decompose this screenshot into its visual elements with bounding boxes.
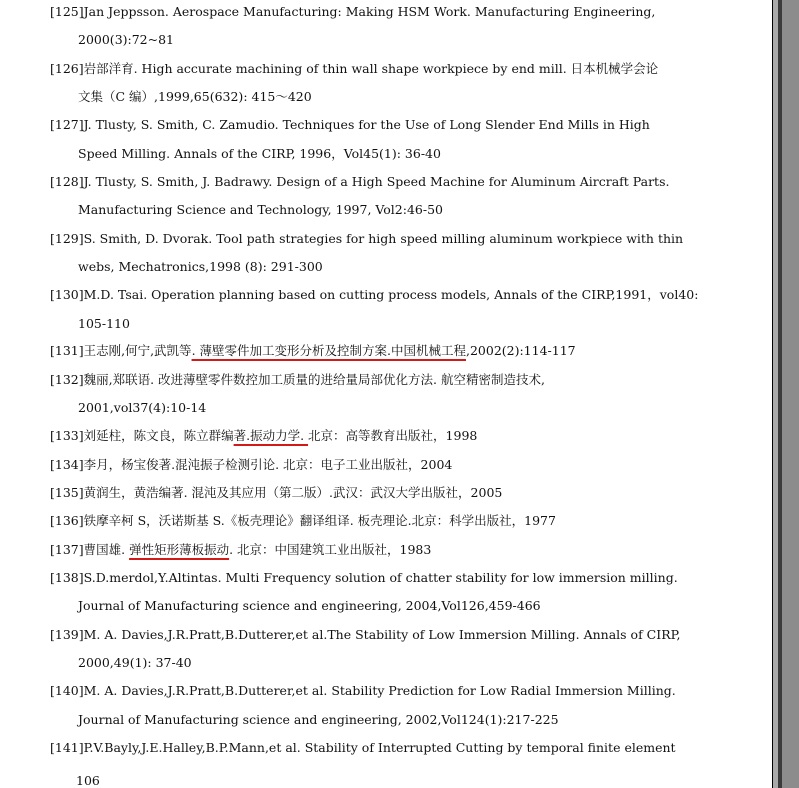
ref-127-line-1: [127]J. Tlusty, S. Smith, C. Zamudio. Techniques for the Use of Long Slender End Mills in High xyxy=(50,117,650,132)
ref-140-line-2: Journal of Manufacturing science and engineering, 2002,Vol124(1):217-225 xyxy=(78,712,559,727)
ref-140-line-1: [140]M. A. Davies,J.R.Pratt,B.Dutterer,et al. Stability Prediction for Low Radial Immersion Milling. xyxy=(50,683,676,698)
ref-138-line-2: Journal of Manufacturing science and engineering, 2004,Vol126,459-466 xyxy=(78,598,541,613)
ref-135: [135]黄润生，黄浩编著. 混沌及其应用（第二版）.武汉：武汉大学出版社，2005 xyxy=(50,485,503,500)
ref-132-line-2: 2001,vol37(4):10-14 xyxy=(78,400,207,415)
ref-125-line-1: [125]Jan Jeppsson. Aerospace Manufacturing: Making HSM Work. Manufacturing Engineering, xyxy=(50,4,656,19)
ref-128-line-2: Manufacturing Science and Technology, 1997, Vol2:46-50 xyxy=(78,202,443,217)
ref-130-line-2: 105-110 xyxy=(78,316,130,331)
ref-138-line-1: [138]S.D.merdol,Y.Altintas. Multi Frequency solution of chatter stability for low immersion milling. xyxy=(50,570,678,585)
ref-126-line-2: 文集（C 编）,1999,65(632): 415～420 xyxy=(78,89,312,104)
ref-130-line-1: [130]M.D. Tsai. Operation planning based on cutting process models, Annals of the CIRP,1991，vol40: xyxy=(50,287,699,302)
ref-136: [136]铁摩辛柯 S，沃诺斯基 S.《板壳理论》翻译组译. 板壳理论.北京：科学出版社，1977 xyxy=(50,513,556,528)
page-number: 106 xyxy=(76,773,100,788)
ref-137 xyxy=(0,541,772,559)
ref-129-line-2: webs, Mechatronics,1998 (8): 291-300 xyxy=(78,259,323,274)
ref-129-line-1: [129]S. Smith, D. Dvorak. Tool path strategies for high speed milling aluminum workpiece with thin xyxy=(50,231,684,246)
ref-134: [134]李月，杨宝俊著.混沌振子检测引论. 北京：电子工业出版社，2004 xyxy=(50,457,453,472)
ref-133-tail: 北京：高等教育出版社，1998 xyxy=(308,428,478,443)
ref-131-authors: [131]王志刚,何宁,武凯等 xyxy=(50,343,192,358)
ref-141-line-1: [141]P.V.Bayly,J.E.Halley,B.P.Mann,et al. Stability of Interrupted Cutting by temporal finite element xyxy=(50,740,676,755)
ref-131-tail: ,2002(2):114-117 xyxy=(465,343,576,358)
ref-137-tail: . 北京：中国建筑工业出版社，1983 xyxy=(229,542,432,557)
ref-137-author: [137]曹国雄. xyxy=(50,542,130,557)
ref-133-authors: [133]刘延柱，陈文良，陈立群编 xyxy=(50,428,234,443)
ref-139-line-1: [139]M. A. Davies,J.R.Pratt,B.Dutterer,et al.The Stability of Low Immersion Milling. Annals of CIRP, xyxy=(50,627,681,642)
ref-137-underlined-title: 弹性矩形薄板振动 xyxy=(129,542,230,557)
ref-131-underlined-title: . 薄壁零件加工变形分析及控制方案.中国机械工程 xyxy=(191,343,466,358)
ref-133-underlined-title: 著.振动力学. xyxy=(233,428,309,443)
ref-127-line-2: Speed Milling. Annals of the CIRP, 1996，Vol45(1): 36-40 xyxy=(78,146,441,161)
ref-131 xyxy=(0,342,772,360)
ref-126-line-1: [126]岩部洋育. High accurate machining of thin wall shape workpiece by end mill. 日本机械学会论 xyxy=(50,61,659,76)
ref-133 xyxy=(0,427,772,445)
ref-125-line-2: 2000(3):72~81 xyxy=(78,32,175,47)
ref-139-line-2: 2000,49(1): 37-40 xyxy=(78,655,192,670)
ref-128-line-1: [128]J. Tlusty, S. Smith, J. Badrawy. Design of a High Speed Machine for Aluminum Aircraft Parts. xyxy=(50,174,670,189)
ref-132-line-1: [132]魏丽,郑联语. 改进薄壁零件数控加工质量的进给量局部优化方法. 航空精密制造技术, xyxy=(50,372,545,387)
page-edge xyxy=(772,0,799,788)
